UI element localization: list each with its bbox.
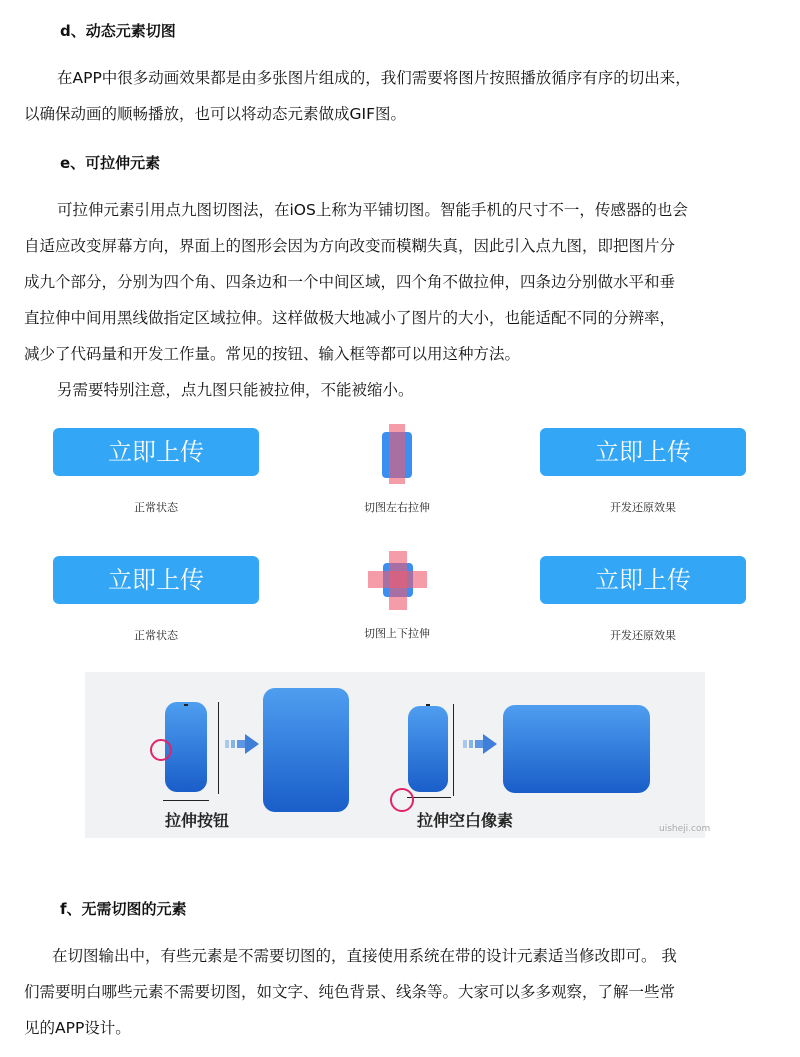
label-stretch-button: 拉伸按钮 [165, 811, 230, 830]
stretched-blank-result [503, 705, 650, 793]
paragraph-line: 以确保动画的顺畅播放，也可以将动态元素做成GIF图。 [24, 105, 406, 123]
section-f-heading: f、无需切图的元素 [60, 900, 187, 918]
upload-button-normal: 立即上传 [53, 556, 259, 604]
upload-button-restored: 立即上传 [540, 428, 746, 476]
caption-restored-effect: 开发还原效果 [610, 501, 676, 514]
paragraph-line: 自适应改变屏幕方向，界面上的图形会因为方向改变而模糊失真，因此引入点九图，即把图片分 [24, 237, 676, 255]
arrow-right-icon [225, 734, 259, 754]
section-e-note: 另需要特别注意，点九图只能被拉伸，不能被缩小。 [57, 381, 414, 399]
section-e-paragraph [24, 192, 776, 372]
section-d-heading: d、动态元素切图 [60, 22, 176, 40]
paragraph-line: 可拉伸元素引用点九图切图法，在iOS上称为平铺切图。智能手机的尺寸不一，传感器的也会 [57, 201, 688, 219]
paragraph-line: 在切图输出中，有些元素是不需要切图的，直接使用系统在带的设计元素适当修改即可。 我 [52, 947, 677, 965]
stretched-button-result [263, 688, 349, 812]
tall-button-shape [408, 706, 448, 792]
nine-patch-diagram [85, 672, 711, 838]
paragraph-line: 们需要明白哪些元素不需要切图，如文字、纯色背景、线条等。大家可以多多观察，了解一些常 [24, 983, 676, 1001]
stretch-marker-bottom [163, 800, 209, 801]
caption-vertical-stretch: 切图上下拉伸 [364, 627, 430, 640]
section-e-heading: e、可拉伸元素 [60, 154, 161, 172]
paragraph-line: 见的APP设计。 [24, 1019, 131, 1037]
watermark: uisheji.com [659, 824, 711, 834]
upload-button-restored: 立即上传 [540, 556, 746, 604]
arrow-right-icon [463, 734, 497, 754]
paragraph-line: 在APP中很多动画效果都是由多张图片组成的，我们需要将图片按照播放循序有序的切出来， [57, 69, 691, 87]
stretch-marker-right [218, 702, 219, 794]
label-stretch-blank-pixels: 拉伸空白像素 [417, 811, 514, 830]
paragraph-line: 直拉伸中间用黑线做指定区域拉伸。这样做极大地减小了图片的大小，也能适配不同的分辨率， [24, 309, 676, 327]
section-d-paragraph [24, 60, 776, 132]
stretch-marker-top [184, 704, 188, 706]
stretch-marker-top [426, 704, 430, 706]
highlight-circle-icon [150, 739, 172, 761]
caption-normal-state: 正常状态 [134, 501, 178, 514]
highlight-circle-icon [390, 788, 414, 812]
caption-normal-state: 正常状态 [134, 629, 178, 642]
upload-button-normal: 立即上传 [53, 428, 259, 476]
paragraph-line: 减少了代码量和开发工作量。常见的按钮、输入框等都可以用这种方法。 [24, 345, 521, 363]
stretch-marker-right [453, 704, 454, 796]
paragraph-line: 成九个部分，分别为四个角、四条边和一个中间区域，四个角不做拉伸，四条边分别做水平和垂 [24, 273, 676, 291]
section-f-paragraph [24, 938, 776, 1046]
caption-restored-effect: 开发还原效果 [610, 629, 676, 642]
caption-horizontal-stretch: 切图左右拉伸 [364, 501, 430, 514]
